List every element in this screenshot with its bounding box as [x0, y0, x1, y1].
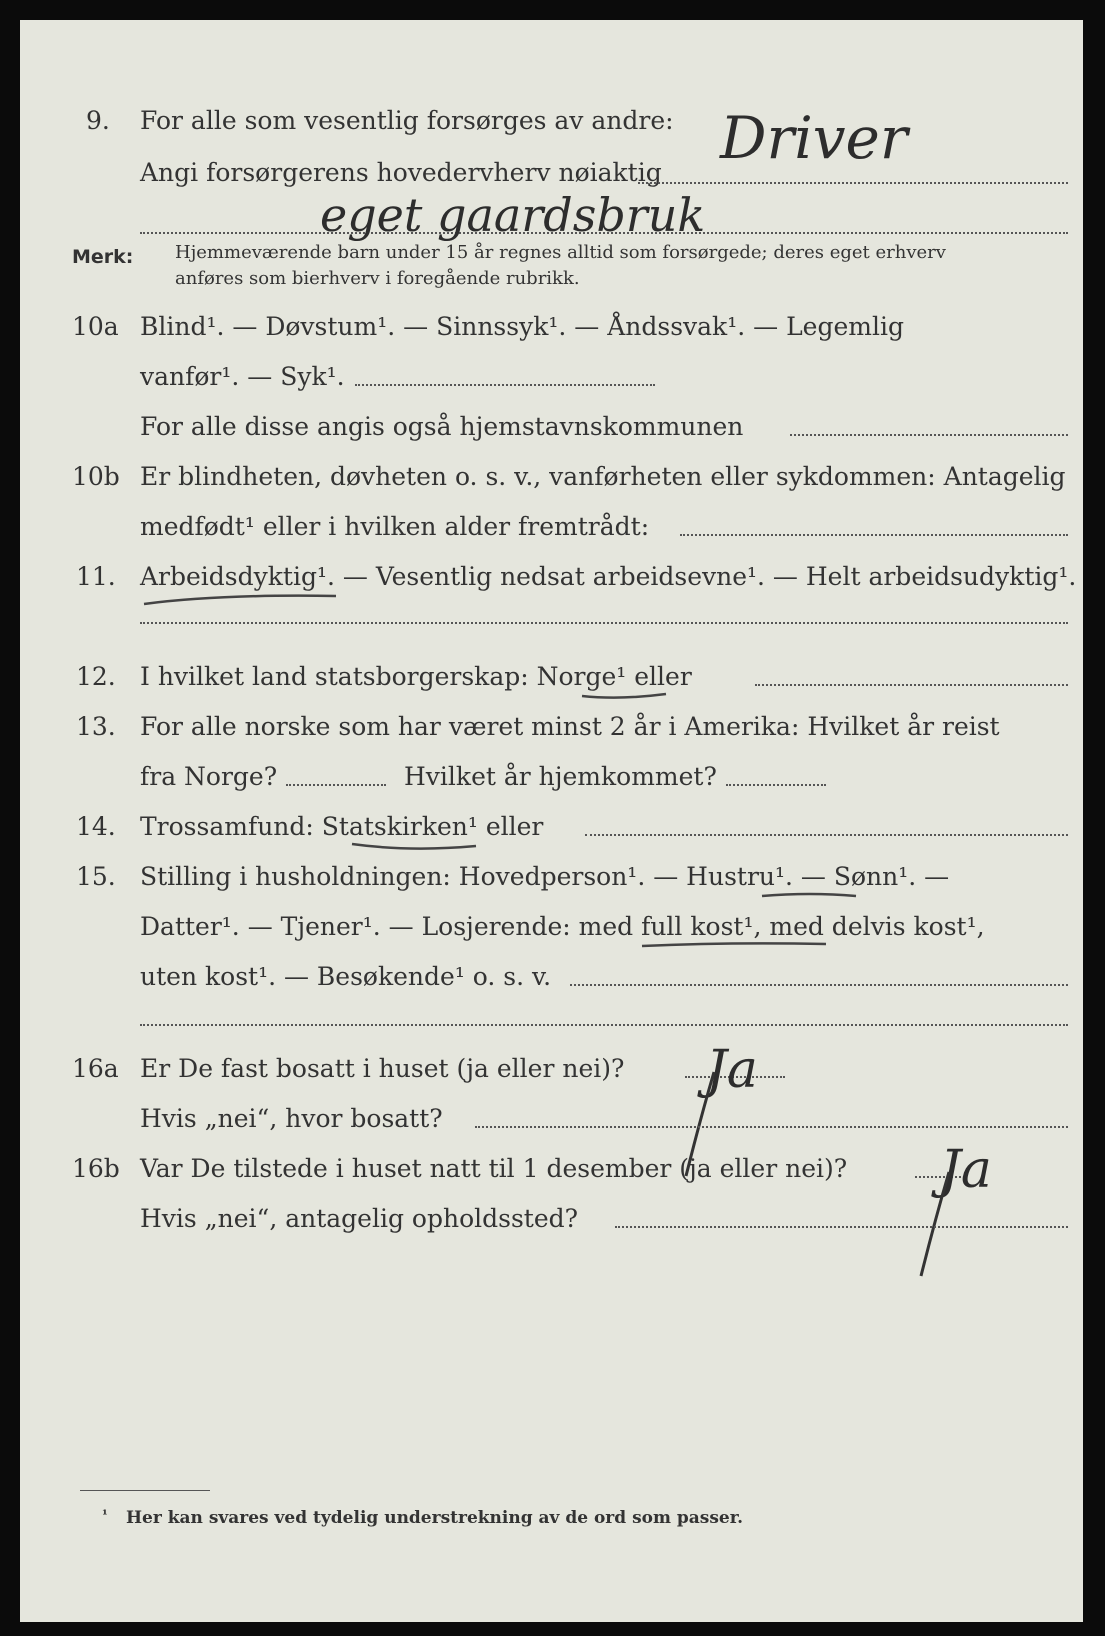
q9-question-line2: Angi forsørgerens hovedervherv nøiaktig: [140, 158, 662, 187]
q10b-number: 10b: [72, 462, 120, 491]
q12-underline-mark: [580, 688, 670, 702]
q11-answer-line: [140, 622, 1068, 624]
merk-note-line2: anføres som bierhverv i foregående rubrikk.: [175, 268, 580, 289]
q9-number: 9.: [86, 106, 110, 135]
q16a-line2: Hvis „nei“, hvor bosatt?: [140, 1104, 443, 1133]
q13-line1: For alle norske som har været minst 2 år i Amerika: Hvilket år reist: [140, 712, 1000, 741]
q13-line2-from-norway: fra Norge?: [140, 762, 278, 791]
q15-line3: uten kost¹. — Besøkende¹ o. s. v.: [140, 962, 552, 991]
q16b-line1: Var De tilstede i huset natt til 1 desember (ja eller nei)?: [140, 1154, 848, 1183]
q13-line2-returned: Hvilket år hjemkommet?: [404, 762, 717, 791]
footnote-mark: ¹: [102, 1508, 108, 1523]
q14-underline-mark: [350, 838, 480, 854]
merk-note-line1: Hjemmeværende barn under 15 år regnes alltid som forsørgede; deres eget erhverv: [175, 242, 946, 263]
q12-line1: I hvilket land statsborgerskap: Norge¹ eller: [140, 662, 692, 691]
q13-number: 13.: [76, 712, 116, 741]
q11-number: 11.: [76, 562, 116, 591]
q15-underline-hustru: [760, 888, 860, 902]
footnote-separator: [80, 1490, 210, 1491]
q15-line1: Stilling i husholdningen: Hovedperson¹. — Hustru¹. — Sønn¹. —: [140, 862, 950, 891]
q10a-line3: For alle disse angis også hjemstavnskommunen: [140, 412, 744, 441]
q11-underline-mark: [140, 590, 340, 610]
q16b-whereabouts-line: [615, 1226, 1068, 1228]
q14-answer-line: [585, 834, 1068, 836]
q15-line2: Datter¹. — Tjener¹. — Losjerende: med full kost¹, med delvis kost¹,: [140, 912, 985, 941]
q11-line1: Arbeidsdyktig¹. — Vesentlig nedsat arbeidsevne¹. — Helt arbeidsudyktig¹.: [140, 562, 1077, 591]
q16a-line1: Er De fast bosatt i huset (ja eller nei)?: [140, 1054, 625, 1083]
q9-handwritten-answer-2: eget gaardsbruk: [320, 188, 706, 242]
q16a-handwritten-answer: Ja: [706, 1040, 758, 1100]
q16a-residence-line: [475, 1126, 1068, 1128]
q9-question-line1: For alle som vesentlig forsørges av andre:: [140, 106, 674, 135]
q14-number: 14.: [76, 812, 116, 841]
q9-handwritten-answer-1: Driver: [720, 104, 908, 172]
q13-return-year-line: [726, 784, 826, 786]
q10a-hometown-line: [790, 434, 1068, 436]
q12-answer-line: [755, 684, 1068, 686]
q15-underline-full-kost: [640, 938, 830, 952]
q16a-number: 16a: [72, 1054, 119, 1083]
q10a-line2: vanfør¹. — Syk¹.: [140, 362, 345, 391]
q9-answer-line1: [638, 182, 1068, 184]
q15-number: 15.: [76, 862, 116, 891]
q10a-line1: Blind¹. — Døvstum¹. — Sinnssyk¹. — Åndssvak¹. — Legemlig: [140, 312, 904, 341]
q16b-stroke-mark: [915, 1170, 955, 1280]
q15-extra-line: [140, 1024, 1068, 1026]
census-form-page: [20, 20, 1083, 1622]
q10b-line1: Er blindheten, døvheten o. s. v., vanførheten eller sykdommen: Antagelig: [140, 462, 1066, 491]
q10b-answer-line: [680, 534, 1068, 536]
q10a-number: 10a: [72, 312, 119, 341]
q10b-line2: medfødt¹ eller i hvilken alder fremtrådt:: [140, 512, 650, 541]
q13-departure-year-line: [286, 784, 386, 786]
footnote-text: Her kan svares ved tydelig understrekning av de ord som passer.: [126, 1508, 744, 1528]
q15-answer-line: [570, 984, 1068, 986]
q10a-answer-line: [355, 384, 655, 386]
q16b-handwritten-answer: Ja: [940, 1140, 992, 1200]
q16b-line2: Hvis „nei“, antagelig opholdssted?: [140, 1204, 579, 1233]
q12-number: 12.: [76, 662, 116, 691]
q14-line1: Trossamfund: Statskirken¹ eller: [140, 812, 544, 841]
q16b-number: 16b: [72, 1154, 120, 1183]
merk-label: Merk:: [72, 246, 134, 268]
